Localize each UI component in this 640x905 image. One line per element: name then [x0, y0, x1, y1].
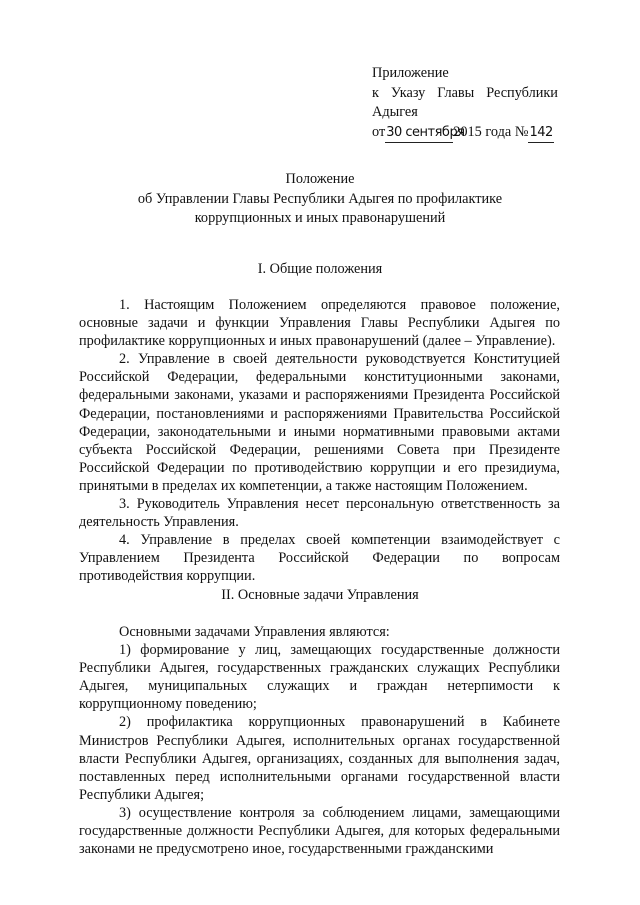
annex-decree-line [372, 84, 558, 104]
annex-word: Указу [390, 84, 426, 101]
title-line: об Управлении Главы Республики Адыгея по профилактике [137, 190, 503, 207]
paragraph: 3) осуществление контроля за соблюдением лицами, замещающими государственные должности Республики Адыгея, для которых федеральными законами не предусмотрено иное, государственными гражданскими [79, 804, 560, 858]
annex-word: Республики [486, 84, 558, 101]
annex-title: Приложение [372, 65, 449, 81]
paragraph: 1. Настоящим Положением определяются правовое положение, основные задачи и функции Управления Главы Республики Адыгея по профилактике коррупционных и иных правонарушений (далее – Управление). [79, 297, 560, 350]
title-line: коррупционных и иных правонарушений [194, 210, 446, 226]
date-prefix: от [372, 123, 386, 140]
paragraph: 2) профилактика коррупционных правонарушений в Кабинете Министров Республики Адыгея, исполнительных органах государственной власти Республики Адыгея, организациях, созданных для выполнения задач, поставленных перед исполнительными органами государственной власти Республики Адыгея; [79, 714, 560, 803]
section-2-body [79, 623, 560, 858]
paragraph: 3. Руководитель Управления несет персональную ответственность за деятельность Управления. [79, 496, 560, 531]
section-heading: II. Основные задачи Управления [221, 587, 419, 603]
paragraph: 2. Управление в своей деятельности руководствуется Конституцией Российской Федерации, федеральными конституционными законами, федеральными законами, указами и распоряжениями Президента Российской Федерации, постановлениями и распоряжениями Правительства Российской Федерации, законодательными и иными нормативными правовыми актами субъекта Российской Федерации, решениями Совета при Президенте Российской Федерации по противодействию коррупции и его президиума, принятыми в пределах их компетенции, а также настоящим Положением. [79, 351, 560, 494]
annex-region: Адыгея [372, 104, 418, 120]
handwritten-date: 30 сентября [385, 123, 453, 144]
paragraph: 4. Управление в пределах своей компетенции взаимодействует с Управлением Президента Российской Федерации по вопросам противодействия коррупции. [79, 532, 560, 585]
section-1-body [79, 296, 560, 586]
document-title [60, 170, 580, 229]
paragraph: 1) формирование у лиц, замещающих государственные должности Республики Адыгея, государственных гражданских служащих Республики Адыгея, муниципальных служащих и граждан нетерпимости к коррупционному поведению; [79, 642, 560, 713]
paragraph: Основными задачами Управления являются: [119, 624, 390, 640]
handwritten-number: 142 [528, 123, 554, 144]
annex-word: Главы [437, 84, 475, 101]
annex-word: к [372, 84, 379, 101]
section-heading: I. Общие положения [257, 261, 383, 277]
title-line: Положение [285, 171, 355, 187]
annex-date-line [372, 123, 572, 144]
annex-header [372, 64, 572, 143]
date-suffix: 2015 года № [453, 123, 529, 140]
